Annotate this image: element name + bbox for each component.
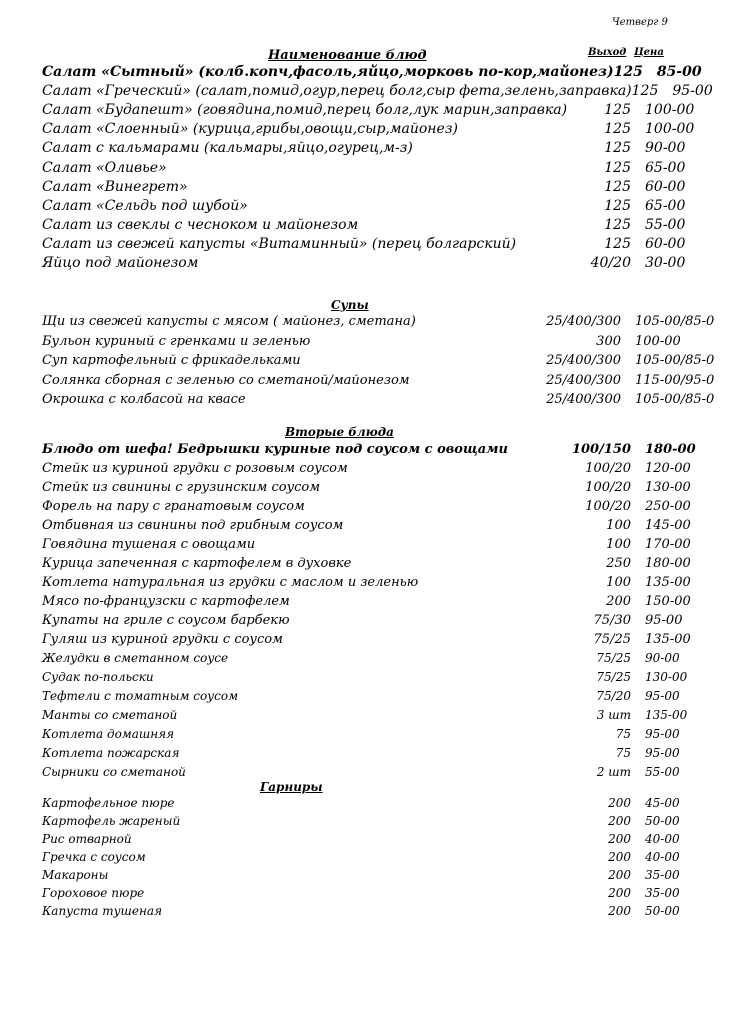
menu-item [42, 613, 717, 632]
dish-name: Судак по-польски [42, 670, 154, 684]
menu-item [42, 353, 717, 372]
dish-output: 125 [604, 159, 631, 176]
menu-item [42, 442, 717, 461]
dish-price: 130-00 [645, 480, 691, 495]
menu-item [42, 886, 717, 905]
menu-header: Наименование блюд [268, 48, 427, 63]
menu-item [42, 140, 717, 159]
dish-output: 2 шт [596, 765, 631, 779]
menu-item [42, 904, 717, 923]
dish-output: 200 [608, 868, 631, 882]
dish-name: Говядина тушеная с овощами [42, 537, 256, 552]
menu-item [42, 392, 717, 411]
menu-item [42, 575, 717, 594]
menu-item [42, 314, 717, 333]
dish-name: Суп картофельный с фрикадельками [42, 353, 301, 368]
dish-output: 125 [604, 121, 631, 138]
dish-output: 75 [615, 727, 631, 741]
dish-output: 300 [596, 333, 621, 349]
dish-name: Гороховое пюре [42, 886, 145, 900]
menu-item [42, 632, 717, 651]
dish-name: Котлета домашняя [42, 727, 175, 741]
dish-output: 125 [604, 102, 631, 119]
menu-item [42, 236, 717, 255]
dish-price: 150-00 [645, 594, 691, 609]
dish-name: Салат «Сытный» (колб.копч,фасоль,яйцо,морковь по-кор,майонез) [42, 64, 614, 80]
dish-output: 25/400/300 [546, 353, 621, 368]
dish-price: 40-00 [645, 832, 680, 846]
dish-name: Салат «Винегрет» [42, 178, 188, 195]
menu-item [42, 594, 717, 613]
menu-item [42, 255, 717, 274]
dish-output: 75/30 [593, 613, 631, 628]
menu-item [42, 814, 717, 833]
menu-item [42, 499, 717, 518]
dish-output: 125 [631, 83, 659, 100]
dish-output: 125 [613, 64, 643, 80]
dish-price: 35-00 [645, 868, 680, 882]
menu-item [42, 179, 717, 198]
dish-output: 100 [606, 575, 631, 590]
dish-output: 25/400/300 [546, 314, 621, 329]
dish-price: 30-00 [645, 255, 686, 271]
dish-name: Сырники со сметаной [42, 765, 186, 779]
dish-name: Яйцо под майонезом [42, 255, 199, 271]
menu-item [42, 518, 717, 537]
dish-price: 95-00 [645, 727, 680, 741]
dish-output: 250 [606, 556, 631, 571]
dish-name: Окрошка с колбасой на квасе [42, 392, 246, 407]
menu-item [42, 334, 717, 353]
menu-item [42, 373, 717, 392]
dish-name: Салат из свеклы с чесноком и майонезом [42, 216, 359, 233]
dish-output: 200 [608, 814, 631, 828]
dish-name: Салат «Слоенный» (курица,грибы,овощи,сыр,майонез) [42, 121, 458, 138]
dish-name: Капуста тушеная [42, 904, 163, 918]
dish-price: 65-00 [645, 197, 686, 214]
dish-price: 95-00 [645, 613, 683, 628]
dish-output: 3 шт [596, 708, 631, 722]
dish-price: 50-00 [645, 904, 680, 918]
dish-name: Солянка сборная с зеленью со сметаной/майонезом [42, 372, 410, 388]
dish-price: 100-00 [645, 121, 695, 138]
menu-item [42, 537, 717, 556]
dish-name: Рис отварной [42, 832, 132, 846]
menu-item [42, 796, 717, 815]
dish-name: Стейк из свинины с грузинским соусом [42, 480, 321, 495]
dish-price: 100-00 [635, 333, 681, 349]
dish-output: 125 [604, 197, 631, 214]
menu-item [42, 480, 717, 499]
menu-item [42, 160, 717, 179]
dish-name: Манты со сметаной [42, 708, 178, 722]
menu-item [42, 461, 717, 480]
dish-output: 200 [608, 886, 631, 900]
dish-name: Мясо по-французски с картофелем [42, 594, 290, 609]
dish-output: 40/20 [590, 255, 631, 271]
dish-output: 100/20 [585, 480, 631, 495]
dish-output: 125 [604, 216, 631, 233]
dish-name: Салат «Греческий» (салат,помид,огур,перец болг,сыр фета,зелень,заправка) [42, 83, 632, 100]
dish-name: Котлета пожарская [42, 746, 180, 760]
dish-price: 105-00/85-0 [635, 392, 715, 407]
menu-item [42, 217, 717, 236]
dish-price: 60-00 [645, 235, 686, 252]
dish-price: 105-00/85-0 [635, 314, 715, 329]
dish-name: Гречка с соусом [42, 850, 146, 864]
menu-item [42, 651, 717, 670]
dish-price: 85-00 [656, 64, 702, 80]
dish-price: 90-00 [645, 140, 686, 157]
dish-price: 120-00 [645, 461, 691, 476]
menu-item [42, 868, 717, 887]
dish-name: Желудки в сметанном соусе [42, 651, 229, 665]
dish-price: 90-00 [645, 651, 680, 665]
dish-output: 25/400/300 [546, 372, 621, 388]
menu-item [42, 198, 717, 217]
menu-item [42, 83, 717, 102]
dish-price: 105-00/85-0 [635, 353, 715, 368]
day-label: Четверг 9 [612, 17, 668, 28]
dish-name: Салат с кальмарами (кальмары,яйцо,огурец,м-з) [42, 140, 413, 157]
dish-output: 100/20 [585, 461, 631, 476]
dish-price: 100-00 [645, 102, 695, 119]
menu-item [42, 708, 717, 727]
dish-price: 145-00 [645, 518, 691, 533]
menu-item [42, 765, 717, 784]
dish-price: 95-00 [672, 83, 713, 100]
dish-name: Картофель жареный [42, 814, 181, 828]
dish-price: 135-00 [645, 708, 688, 722]
dish-price: 45-00 [645, 796, 680, 810]
dish-name: Блюдо от шефа! Бедрышки куриные под соусом с овощами [42, 442, 508, 457]
dish-output: 75/25 [593, 632, 631, 647]
dish-price: 95-00 [645, 689, 680, 703]
dish-price: 55-00 [645, 216, 686, 233]
dish-price: 50-00 [645, 814, 680, 828]
dish-price: 135-00 [645, 632, 691, 647]
dish-name: Щи из свежей капусты с мясом ( майонез, сметана) [42, 314, 416, 329]
dish-output: 75/25 [596, 651, 631, 665]
dish-output: 125 [604, 235, 631, 252]
dish-price: 40-00 [645, 850, 680, 864]
dish-name: Салат «Оливье» [42, 159, 167, 176]
dish-name: Салат из свежей капусты «Витаминный» (перец болгарский) [42, 235, 517, 252]
dish-name: Тефтели с томатным соусом [42, 689, 239, 703]
dish-name: Котлета натуральная из грудки с маслом и зеленью [42, 575, 419, 590]
menu-item [42, 727, 717, 746]
dish-output: 125 [604, 140, 631, 157]
menu-item [42, 556, 717, 575]
dish-price: 95-00 [645, 746, 680, 760]
dish-output: 200 [608, 832, 631, 846]
menu-item [42, 746, 717, 765]
section-title-mains: Вторые блюда [285, 425, 394, 439]
menu-item [42, 102, 717, 121]
dish-price: 35-00 [645, 886, 680, 900]
menu-item [42, 832, 717, 851]
dish-price: 250-00 [645, 499, 691, 514]
dish-output: 200 [608, 904, 631, 918]
dish-name: Форель на пару с гранатовым соусом [42, 499, 305, 514]
menu-item [42, 689, 717, 708]
dish-output: 100 [606, 537, 631, 552]
dish-price: 180-00 [645, 556, 691, 571]
dish-output: 125 [604, 178, 631, 195]
dish-name: Стейк из куриной грудки с розовым соусом [42, 461, 348, 476]
dish-output: 25/400/300 [546, 392, 621, 407]
dish-name: Картофельное пюре [42, 796, 175, 810]
dish-name: Гуляш из куриной грудки с соусом [42, 632, 283, 647]
dish-price: 55-00 [645, 765, 680, 779]
dish-price: 135-00 [645, 575, 691, 590]
dish-output: 100/150 [571, 442, 631, 457]
menu-item [42, 121, 717, 140]
dish-output: 200 [608, 796, 631, 810]
column-header-output: Выход [588, 47, 627, 58]
dish-output: 100 [606, 518, 631, 533]
dish-output: 200 [606, 594, 631, 609]
column-header-price: Цена [634, 47, 664, 58]
dish-output: 75/20 [596, 689, 631, 703]
dish-name: Салат «Будапешт» (говядина,помид,перец болг,лук марин,заправка) [42, 102, 568, 119]
dish-output: 200 [608, 850, 631, 864]
dish-name: Отбивная из свинины под грибным соусом [42, 518, 344, 533]
dish-name: Курица запеченная с картофелем в духовке [42, 556, 352, 571]
dish-price: 60-00 [645, 178, 686, 195]
menu-item [42, 64, 717, 83]
dish-name: Макароны [42, 868, 109, 882]
menu-item [42, 850, 717, 869]
dish-output: 75/25 [596, 670, 631, 684]
dish-name: Бульон куриный с гренками и зеленью [42, 333, 311, 349]
menu-item [42, 670, 717, 689]
dish-name: Салат «Сельдь под шубой» [42, 197, 248, 214]
dish-price: 130-00 [645, 670, 688, 684]
section-title-soups: Супы [331, 298, 369, 312]
dish-name: Купаты на гриле с соусом барбекю [42, 613, 290, 628]
section-title-sides: Гарниры [260, 780, 323, 794]
dish-output: 75 [615, 746, 631, 760]
dish-price: 65-00 [645, 159, 686, 176]
dish-price: 170-00 [645, 537, 691, 552]
dish-price: 180-00 [645, 442, 696, 457]
dish-output: 100/20 [585, 499, 631, 514]
dish-price: 115-00/95-0 [635, 372, 715, 388]
